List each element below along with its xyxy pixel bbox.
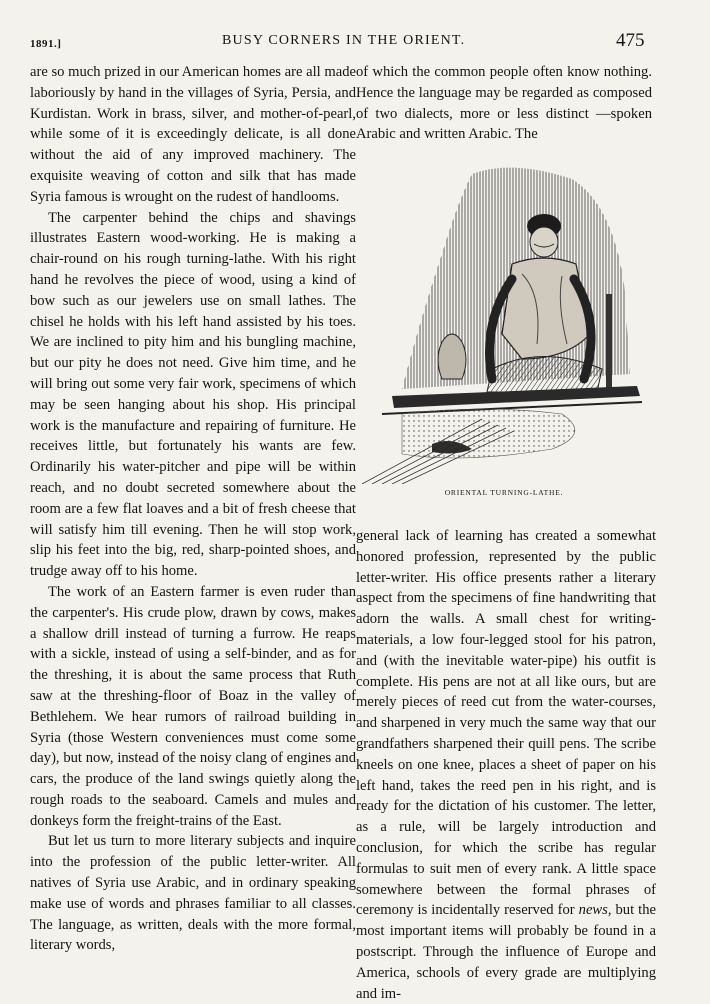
paragraph: But let us turn to more literary subjects and inquire into the profession of the public letter-writer. All natives of Syria use Arabic, and in ordinary speaking make use of words and phrases familiar to all classes. The language, as written, deals with the more formal, literary words,	[30, 833, 356, 954]
right-column-bottom	[356, 526, 656, 1004]
header-year: 1891.]	[30, 38, 62, 50]
engraving-image	[362, 164, 646, 484]
right-column-top	[356, 62, 652, 145]
header-title: BUSY CORNERS IN THE ORIENT.	[222, 33, 466, 48]
paragraph: The work of an Eastern farmer is even ruder than the carpenter's. His crude plow, drawn by cows, makes a shallow drill instead of turning a furrow. He reaps with a sickle, instead of using a self-binder, and as for the threshing, it is about the same process that Ruth saw at the threshing-floor of Boaz in the valley of Bethlehem. We hear rumors of railroad building in Syria (those Western conveniences must come some day), but now, instead of the noisy clang of engines and cars, the produce of the land swings quietly along the rough roads to the seaboard. Camels and mules and donkeys form the freight-trains of the East.	[30, 583, 356, 829]
emphasized-word: news	[578, 902, 608, 919]
page-number: 475	[616, 30, 645, 51]
paragraph	[356, 526, 656, 1004]
figure-caption: ORIENTAL TURNING-LATHE.	[444, 488, 564, 497]
paragraph: The carpenter behind the chips and shavings illustrates Eastern wood-working. He is making a chair-round on his rough turning-lathe. With his right hand he revolves the piece of wood, using a kind of bow such as our jewelers use on small lathes. The chisel he holds with his left hand assisted by his toes. We are inclined to pity him and his bungling machine, but our pity he does not need. Give him time, and he will bring out some very fair work, specimens of which may be seen hanging about his shop. His principal work is the manufacture and repairing of furniture. He receives little, but fortunately his wants are few. Ordinarily his water-pitcher and pipe will be within reach, and no doubt secreted somewhere about the room are a few flat loaves and a bit of fresh cheese that will satisfy him till evening. Then he will stop work, slip his feet into the big, red, sharp-pointed shoes, and trudge away off to his home.	[30, 209, 356, 580]
turning-lathe-illustration	[362, 164, 646, 504]
text-run: general lack of learning has created a somewhat honored profession, represented by the public letter-writer. His office presents rather a literary aspect from the specimens of fine handwriting that adorn the walls. A small chest for writing-materials, a low four-legged stool for his patron, and (with the inevitable water-pipe) his outfit is complete. His pens are not at all like ours, but are merely pieces of reed cut from the water-courses, and sharpened in very much the same way that our grandfathers sharpened their quill pens. The scribe kneels on one knee, places a sheet of paper on his left hand, takes the reed pen in his right, and is ready for the dictation of his customer. The letter, as a rule, will be largely introduction and conclusion, for which the scribe has regular formulas to suit men of every rank. A little space somewhere between the formal phrases of ceremony is incidentally reserved for	[356, 528, 656, 919]
paragraph: are so much prized in our American homes are all made laboriously by hand in the villages of Syria, Persia, and Kurdistan. Work in brass, silver, and mother-of-pearl, while some of it is exceedingly delicate, is all done without the aid of any improved machinery. The exquisite weaving of cotton and silk that has made Syria famous is wrought on the rudest of handlooms.	[30, 64, 356, 205]
left-column	[30, 62, 356, 956]
paragraph: of which the common people often know nothing. Hence the language may be regarded as composed of two dialects, more or less distinct —spoken Arabic and written Arabic. The	[356, 64, 652, 143]
text-run: , but the most important items will probably be found in a postscript. Through the influence of Europe and America, schools of every grade are multiplying and im-	[356, 902, 656, 1002]
